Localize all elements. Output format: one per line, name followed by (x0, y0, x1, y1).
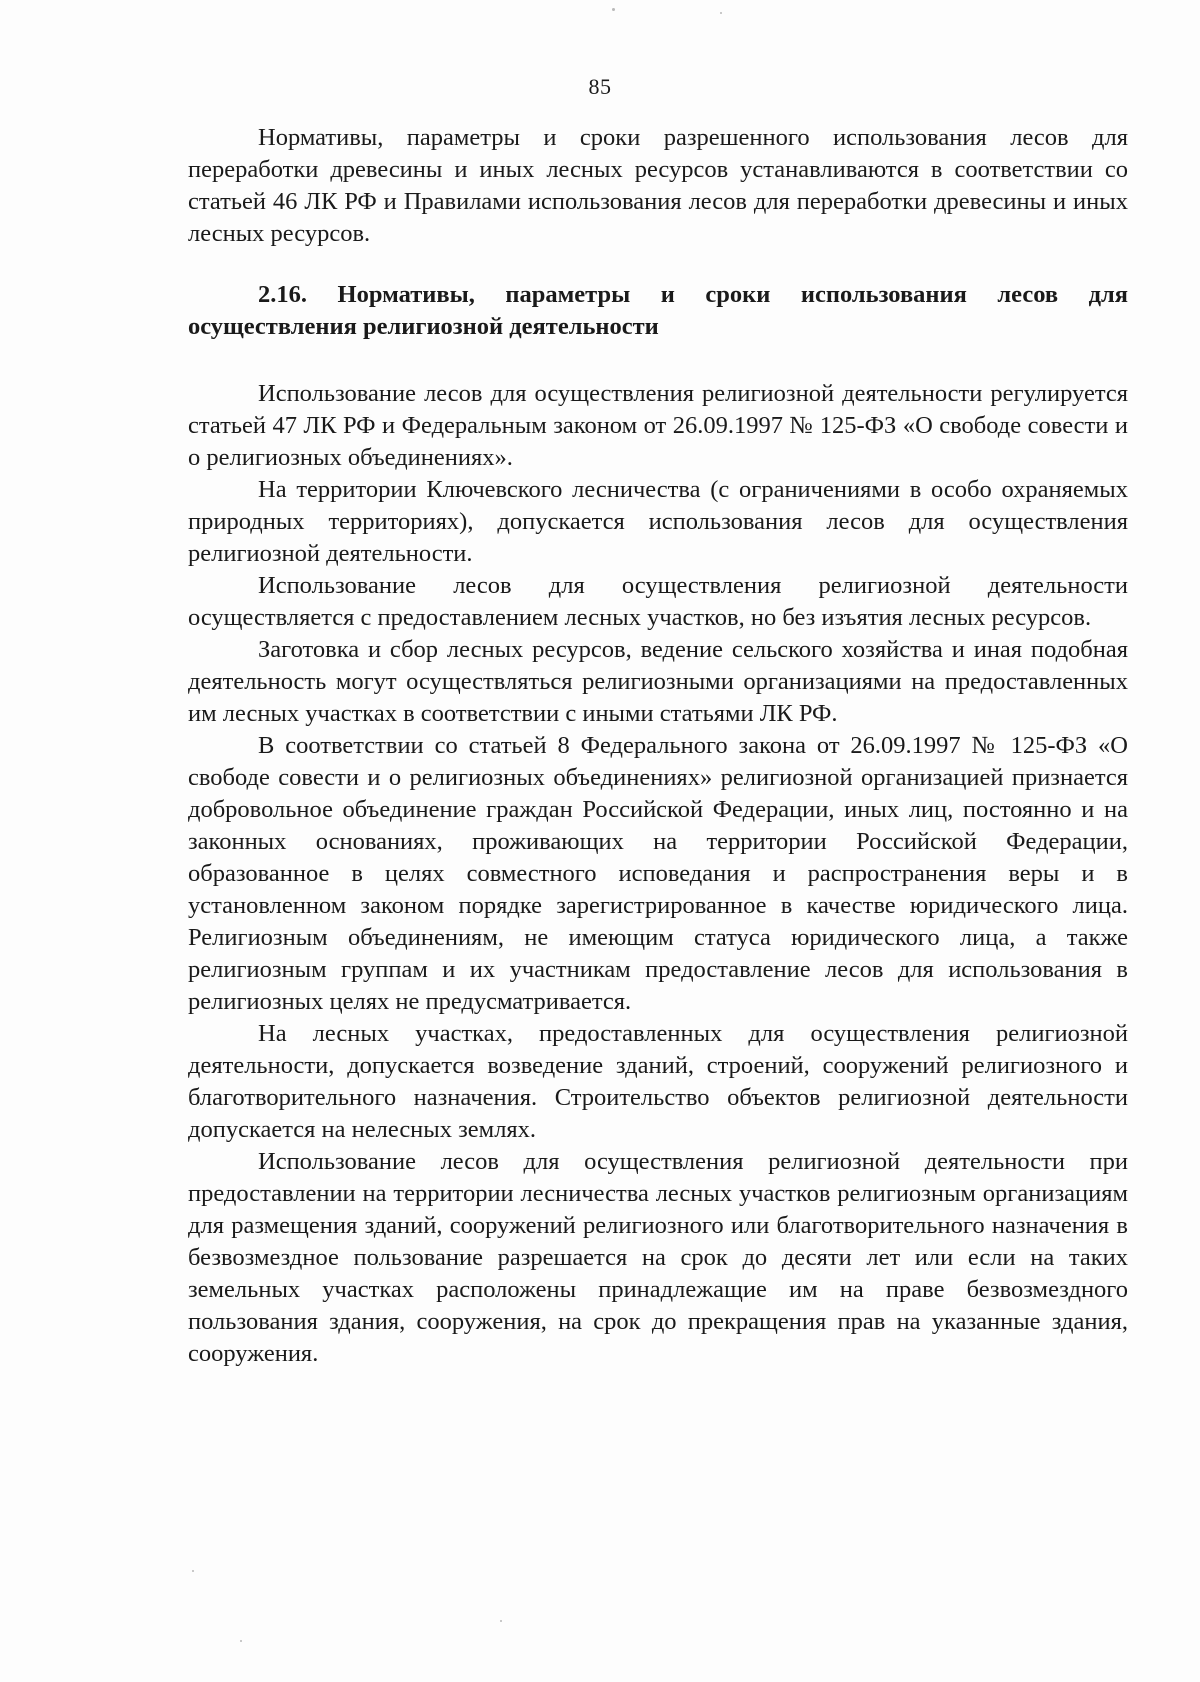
paragraph-2: На территории Ключевского лесничества (с ограничениями в особо охраняемых природных территориях), допускается использования лесов для осуществления религиозной деятельности. (188, 476, 1128, 567)
paragraph-7: Использование лесов для осуществления религиозной деятельности при предоставлении на территории лесничества лесных участков религиозным организациям для размещения зданий, сооружений религиозного или благотворительного назначения в безвозмездное пользование разрешается на срок до десяти лет или если на таких земельных участках расположены принадлежащие им на праве безвозмездного пользования здания, сооружения, на срок до прекращения прав на указанные здания, сооружения. (188, 1148, 1128, 1367)
paragraph-4: Заготовка и сбор лесных ресурсов, ведение сельского хозяйства и иная подобная деятельность могут осуществляться религиозными организациями на предоставленных им лесных участках в соответствии с иными статьями ЛК РФ. (188, 636, 1128, 727)
paragraph-5: В соответствии со статьей 8 Федерального закона от 26.09.1997 № 125-ФЗ «О свободе совести и о религиозных объединениях» религиозной организацией признается добровольное объединение граждан Российской Федерации, иных лиц, постоянно и на законных основаниях, проживающих на территории Российской Федерации, образованное в целях совместного исповедания и распространения веры и в установленном законом порядке зарегистрированное в качестве юридического лица. Религиозным объединениям, не имеющим статуса юридического лица, а также религиозным группам и их участникам предоставление лесов для использования в религиозных целях не предусматривается. (188, 732, 1128, 1015)
section-heading: 2.16. Нормативы, параметры и сроки использования лесов для осуществления религиозной деятельности (188, 281, 1128, 340)
paragraph-3: Использование лесов для осуществления религиозной деятельности осуществляется с предоставлением лесных участков, но без изъятия лесных ресурсов. (188, 572, 1128, 631)
paragraph-6: На лесных участках, предоставленных для осуществления религиозной деятельности, допускается возведение зданий, строений, сооружений религиозного и благотворительного назначения. Строительство объектов религиозной деятельности допускается на нелесных землях. (188, 1020, 1128, 1143)
scan-speck (192, 1570, 194, 1572)
page-number: 85 (588, 74, 612, 99)
scan-speck (500, 1620, 502, 1622)
intro-text (188, 122, 1128, 250)
scan-speck (240, 1640, 242, 1642)
paragraph-1: Использование лесов для осуществления религиозной деятельности регулируется статьей 47 ЛК РФ и Федеральным законом от 26.09.1997 № 125-ФЗ «О свободе совести и о религиозных объединениях». (188, 380, 1128, 471)
scan-speck (612, 8, 615, 11)
scan-speck (720, 12, 722, 14)
section-body (188, 378, 1128, 1370)
intro-paragraph: Нормативы, параметры и сроки разрешенного использования лесов для переработки древесины и иных лесных ресурсов устанавливаются в соответствии со статьей 46 ЛК РФ и Правилами использования лесов для переработки древесины и иных лесных ресурсов. (188, 124, 1128, 247)
